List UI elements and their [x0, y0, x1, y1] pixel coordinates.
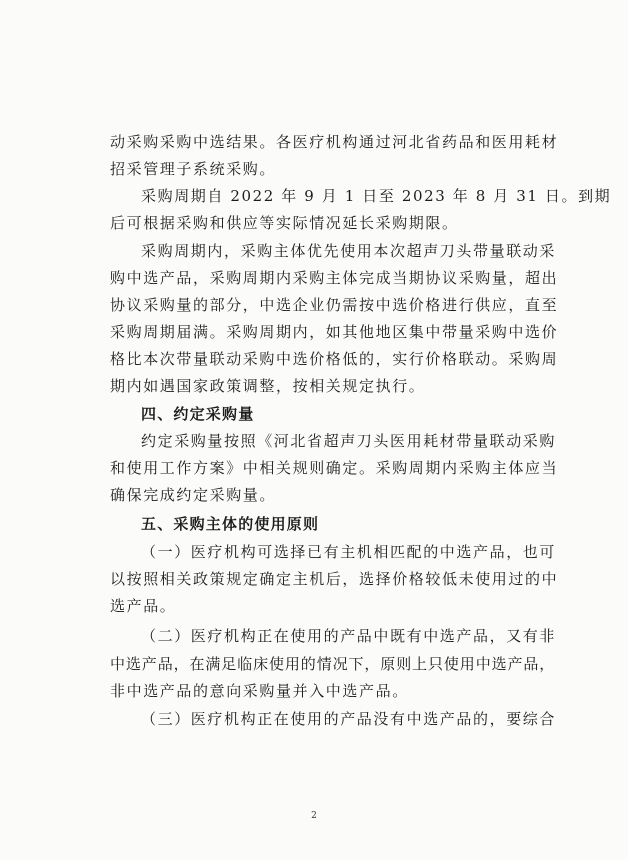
text-line: 协议采购量的部分，中选企业仍需按中选价格进行供应，直至: [110, 296, 559, 314]
text-line: 采购周期届满。采购周期内，如其他地区集中带量采购中选价: [110, 323, 559, 341]
page-number: 2: [311, 811, 317, 821]
text-line: 确保完成约定采购量。: [110, 486, 277, 504]
text-line: 中选产品，在满足临床使用的情况下，原则上只使用中选产品，: [110, 655, 556, 673]
text-line: 动采购采购中选结果。各医疗机构通过河北省药品和医用耗材: [110, 133, 559, 151]
text-line: （二）医疗机构正在使用的产品中既有中选产品，又有非: [141, 627, 557, 645]
text-line: 选产品。: [110, 597, 177, 615]
text-line: 非中选产品的意向采购量并入中选产品。: [110, 682, 409, 700]
section-heading: 四、约定采购量: [141, 405, 255, 423]
text-line: 以按照相关政策规定确定主机后，选择价格较低未使用过的中: [110, 570, 559, 588]
text-line: 采购周期内，采购主体优先使用本次超声刀头带量联动采: [141, 242, 557, 260]
text-line: 后可根据采购和供应等实际情况延长采购期限。: [110, 214, 459, 232]
text-line: 和使用工作方案》中相关规则确定。采购周期内采购主体应当: [110, 459, 559, 477]
text-line: 格比本次带量联动采购中选价格低的，实行价格联动。采购周: [110, 350, 559, 368]
text-line: 招采管理子系统采购。: [110, 160, 277, 178]
text-line: 购中选产品，采购周期内采购主体完成当期协议采购量，超出: [110, 269, 559, 287]
text-line: 约定采购量按照《河北省超声刀头医用耗材带量联动采购: [141, 432, 557, 450]
text-line: 采购周期自 2022 年 9 月 1 日至 2023 年 8 月 31 日。到期: [141, 187, 612, 205]
text-line: （三）医疗机构正在使用的产品没有中选产品的，要综合: [141, 710, 557, 728]
text-line: 期内如遇国家政策调整，按相关规定执行。: [110, 377, 426, 395]
section-heading: 五、采购主体的使用原则: [141, 515, 320, 533]
text-line: （一）医疗机构可选择已有主机相匹配的中选产品，也可: [141, 543, 557, 561]
